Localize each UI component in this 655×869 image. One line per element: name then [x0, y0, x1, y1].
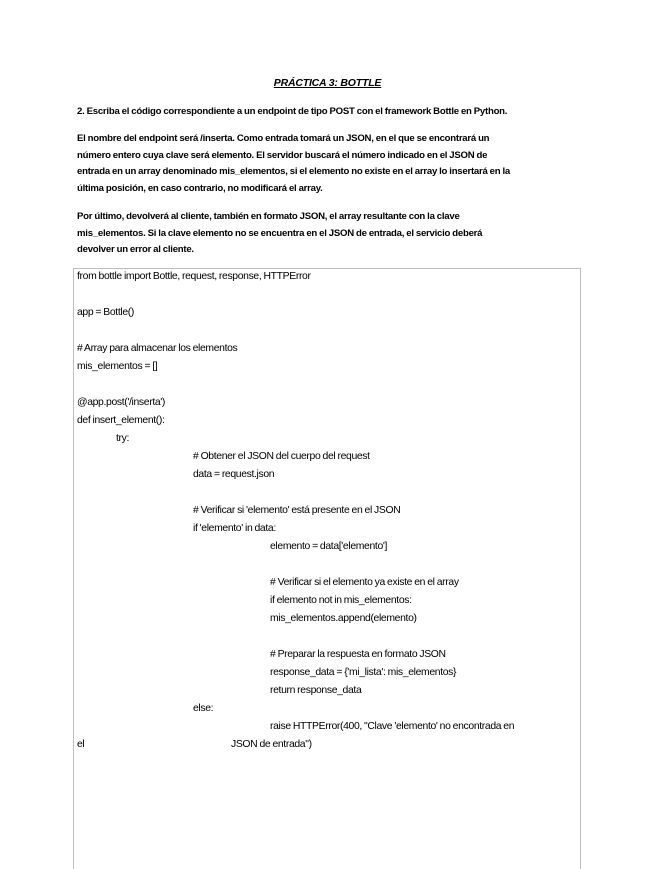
- code-line: if elemento not in mis_elementos:: [270, 595, 412, 606]
- code-line: # Verificar si 'elemento' está presente en el JSON: [193, 505, 401, 516]
- description-paragraph-1: [77, 131, 587, 197]
- code-line: return response_data: [270, 685, 362, 696]
- code-line: data = request.json: [193, 469, 275, 480]
- code-line: def insert_element():: [77, 415, 165, 426]
- paragraph-line: Por último, devolverá al cliente, también en formato JSON, el array resultante con la clave: [77, 211, 460, 222]
- paragraph-line: El nombre del endpoint será /inserta. Como entrada tomará un JSON, en el que se encontrará un: [77, 133, 490, 144]
- paragraph-line: número entero cuya clave será elemento. El servidor buscará el número indicado en el JSON de: [77, 149, 488, 161]
- code-line: if 'elemento' in data:: [193, 523, 276, 534]
- question-statement: [77, 104, 587, 121]
- code-line: mis_elementos.append(elemento): [270, 613, 417, 624]
- code-line: raise HTTPError(400, "Clave 'elemento' no encontrada en: [270, 721, 515, 732]
- question-line: 2. Escriba el código correspondiente a un endpoint de tipo POST con el framework Bottle en Python.: [77, 106, 508, 117]
- description-paragraph-2: [77, 209, 587, 259]
- paragraph-line: mis_elementos. Si la clave elemento no se encuentra en el JSON de entrada, el servicio deberá: [77, 227, 483, 239]
- code-line: from bottle import Bottle, request, response, HTTPError: [77, 271, 311, 282]
- code-line: JSON de entrada"): [231, 739, 312, 750]
- code-line: # Obtener el JSON del cuerpo del request: [193, 451, 370, 462]
- code-line: mis_elementos = []: [77, 361, 158, 372]
- code-block: [73, 268, 581, 869]
- code-line: # Array para almacenar los elementos: [77, 343, 238, 354]
- code-line: app = Bottle(): [77, 307, 134, 318]
- code-line: # Verificar si el elemento ya existe en el array: [270, 577, 459, 588]
- paragraph-line: devolver un error al cliente.: [77, 244, 194, 256]
- paragraph-line: última posición, en caso contrario, no modificará el array.: [77, 182, 323, 194]
- code-line: else:: [193, 703, 214, 714]
- document-title: PRÁCTICA 3: BOTTLE: [273, 77, 382, 89]
- code-line: # Preparar la respuesta en formato JSON: [270, 649, 446, 660]
- code-line: @app.post('/inserta'): [77, 397, 166, 408]
- code-line: elemento = data['elemento']: [270, 541, 388, 552]
- paragraph-line: entrada en un array denominado mis_elementos, si el elemento no existe en el array lo insertará en la: [77, 166, 510, 178]
- code-line: el: [77, 739, 85, 750]
- code-line: try:: [116, 433, 130, 444]
- code-line: response_data = {'mi_lista': mis_elementos}: [270, 667, 457, 678]
